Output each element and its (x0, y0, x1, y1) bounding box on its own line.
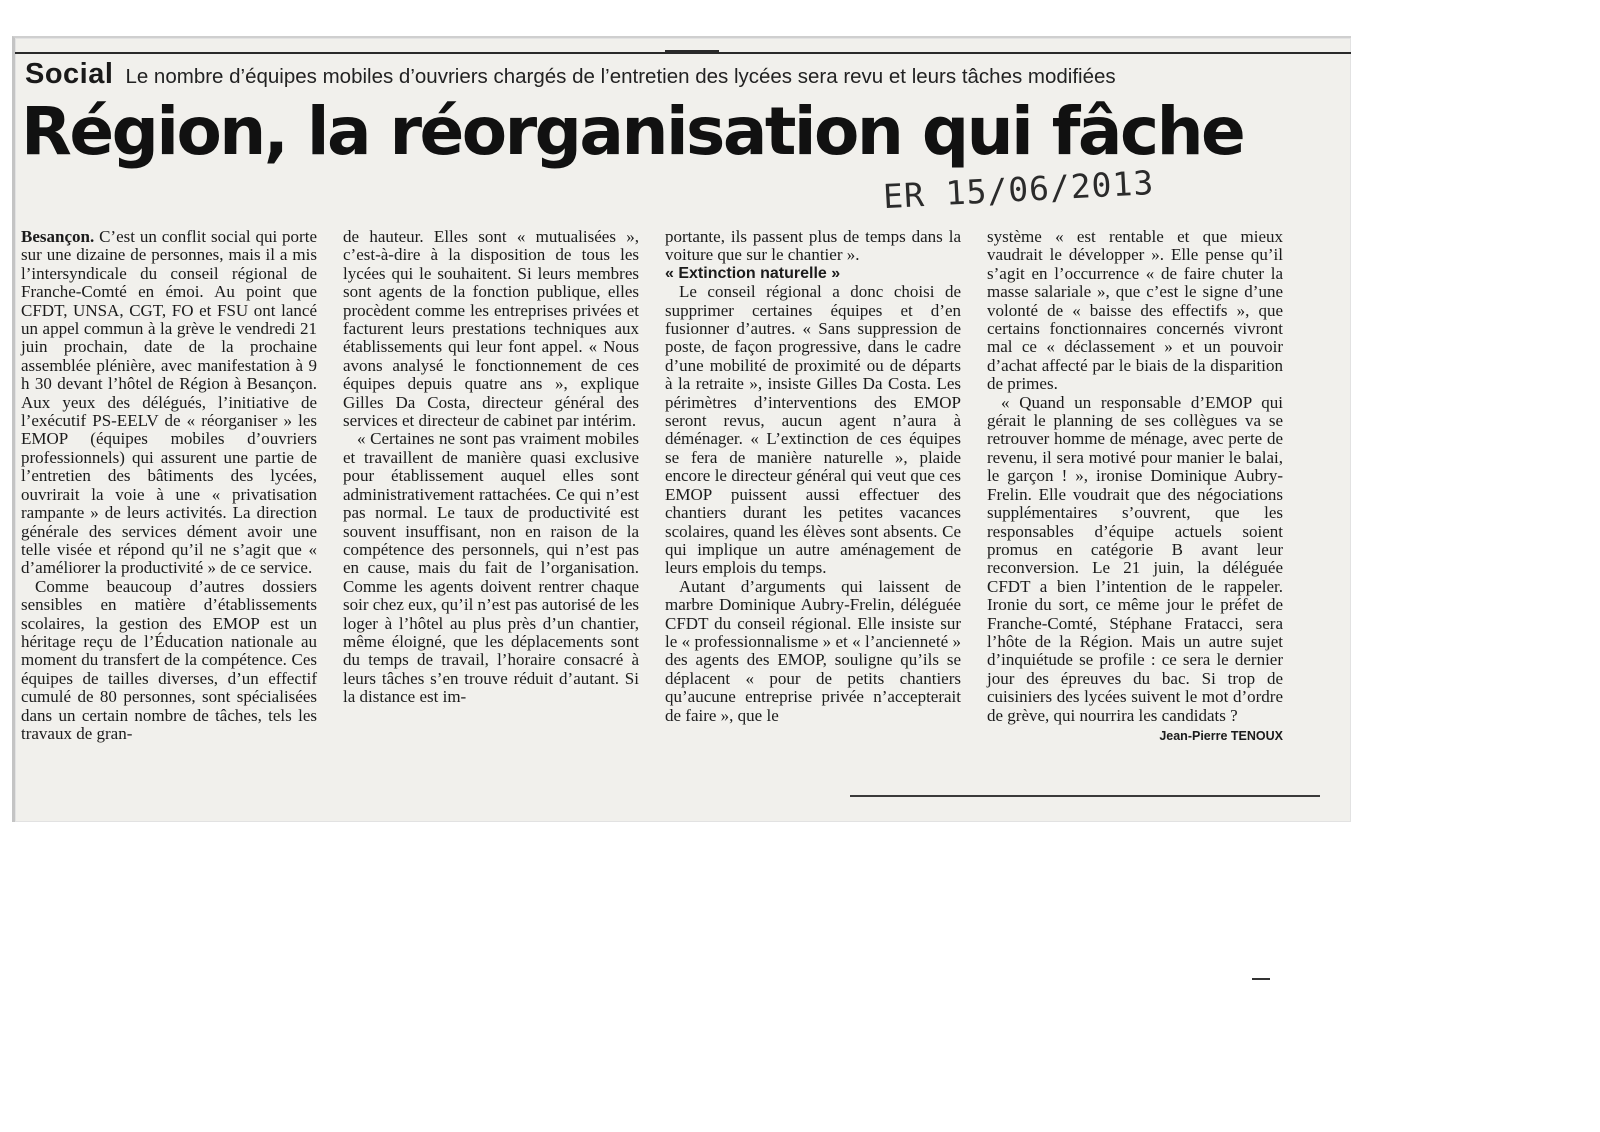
byline: Jean-Pierre TENOUX (1159, 728, 1283, 743)
column-4 (987, 228, 1283, 745)
column-2 (343, 228, 639, 707)
paragraph: Autant d’arguments qui laissent de marbre Dominique Aubry-Frelin, déléguée CFDT du conseil régional. Elle insiste sur le « professionnalisme » et « l’ancienneté » des agents des EMOP, souligne qu’ils se déplacent « pour de petits chantiers qu’aucune entreprise privée n’accepterait de faire », que le (665, 576, 961, 725)
newspaper-clipping (12, 36, 1351, 822)
handwritten-date-note: ER 15/06/2013 (882, 162, 1156, 217)
column-3 (665, 228, 961, 725)
paragraph-text: C’est un conflit social qui porte sur une dizaine de personnes, mais il a mis l’intersyndicale du conseil régional de Franche-Comté en émoi. Au point que CFDT, UNSA, CGT, FO et FSU ont lancé un appel commun à la grève le vendredi 21 juin prochain, date de la prochaine assemblée plénière, avec manifestation à 9 h 30 devant l’hôtel de Région à Besançon. Aux yeux des délégués, l’initiative de l’exécutif PS-EELV de « réorganiser » les EMOP (équipes mobiles d’ouvriers professionnels) qui assurent une partie de l’entretien des bâtiments des lycées, ouvrirait la voie à une « privatisation rampante » de leurs activités. La direction générale des services dément avoir une telle visée et répond qu’il ne s’agit que « d’améliorer la productivité » de ce service. (21, 227, 317, 578)
paragraph: « Quand un responsable d’EMOP qui gérait le planning de ses collègues va se retrouver homme de ménage, avec perte de revenu, il sera motivé pour manier le balai, le garçon ! », ironise Dominique Aubry-Frelin. Elle voudrait que des négociations supplémentaires s’ouvrent, que les responsables d’équipe actuels soient promus en catégorie B avant leur reconversion. Le 21 juin, la déléguée CFDT a bien l’intention de le rappeler. Ironie du sort, ce même jour le préfet de Franche-Comté, Stéphane Fratacci, sera l’hôte de la Région. Mais un autre sujet d’inquiétude se profile : ce sera le dernier jour des épreuves du bac. Si trop de cuisiniers des lycées suivent le mot d’ordre de grève, qui nourrira les candidats ? (987, 392, 1283, 725)
article-body (21, 228, 1321, 818)
paragraph: Le conseil régional a donc choisi de supprimer certaines équipes et d’en fusionner d’autres. « Sans suppression de poste, de façon progressive, dans le cadre d’une mobilité de proximité ou de départs à la retraite », insiste Gilles Da Costa. Les périmètres d’interventions des EMOP seront revus, aucun agent n’aura à déménager. « L’extinction de ces équipes se fera de manière naturelle », plaide encore le directeur général qui veut que ces EMOP puissent aussi effectuer des chantiers durant les petites vacances scolaires, quand les élèves sont absents. Ce qui implique un autre aménagement de leurs emplois du temps. (665, 282, 961, 578)
paragraph: système « est rentable et que mieux vaudrait le développer ». Elle pense qu’il s’agit en l’occurrence « de faire chuter la masse salariale », que c’est le signe d’une volonté de « baisse des effectifs », que certains fonctionnaires concernés vivront mal ce « déclassement » et un pouvoir d’achat affecté par le biais de la disparition de primes. (987, 227, 1283, 394)
top-mark (665, 50, 719, 53)
paragraph: portante, ils passent plus de temps dans la voiture que sur le chantier ». (665, 227, 961, 265)
paragraph: « Certaines ne sont pas vraiment mobiles et travaillent de manière quasi exclusive pour établissement auquel elles sont administrativement rattachées. Ce qui n’est pas normal. Le taux de productivité est souvent insuffisant, non en raison de la compétence des personnels, qui n’est pas en cause, mais du fait de l’organisation. Comme les agents doivent rentrer chaque soir chez eux, qu’il n’est pas autorisé de les loger à l’hôtel au plus près d’un chantier, même éloigné, que les déplacements sont du temps de travail, l’horaire consacré à leurs tâches s’en trouve réduit d’autant. Si la distance est im- (343, 429, 639, 707)
subheading: « Extinction naturelle » (665, 264, 841, 282)
scan-mark (1252, 978, 1270, 980)
paragraph: de hauteur. Elles sont « mutualisées », c’est-à-dire à la disposition de tous les lycées qui le souhaitent. Si leurs membres sont agents de la fonction publique, elles procèdent comme les entreprises privées et facturent leurs prestations techniques aux établissements qui leur font appel. « Nous avons analysé le fonctionnement de ces équipes depuis quatre ans », explique Gilles Da Costa, directeur général des services et directeur de cabinet par intérim. (343, 227, 639, 431)
paragraph (21, 228, 317, 578)
bottom-rule (850, 795, 1320, 797)
rubric-line (25, 58, 1116, 90)
deck: Le nombre d’équipes mobiles d’ouvriers chargés de l’entretien des lycées sera revu et leurs tâches modifiées (125, 65, 1116, 88)
dateline: Besançon. (21, 227, 95, 246)
paragraph: Comme beaucoup d’autres dossiers sensibles en matière d’établissements scolaires, la gestion des EMOP est un héritage reçu de l’Éducation nationale au moment du transfert de la compétence. Ces équipes de tailles diverses, d’un effectif cumulé de 80 personnes, sont spécialisées dans un certain nombre de tâches, tels les travaux de gran- (21, 576, 317, 743)
headline: Région, la réorganisation qui fâche (21, 93, 1244, 170)
column-1 (21, 228, 317, 743)
rubric-tag: Social (25, 58, 114, 90)
